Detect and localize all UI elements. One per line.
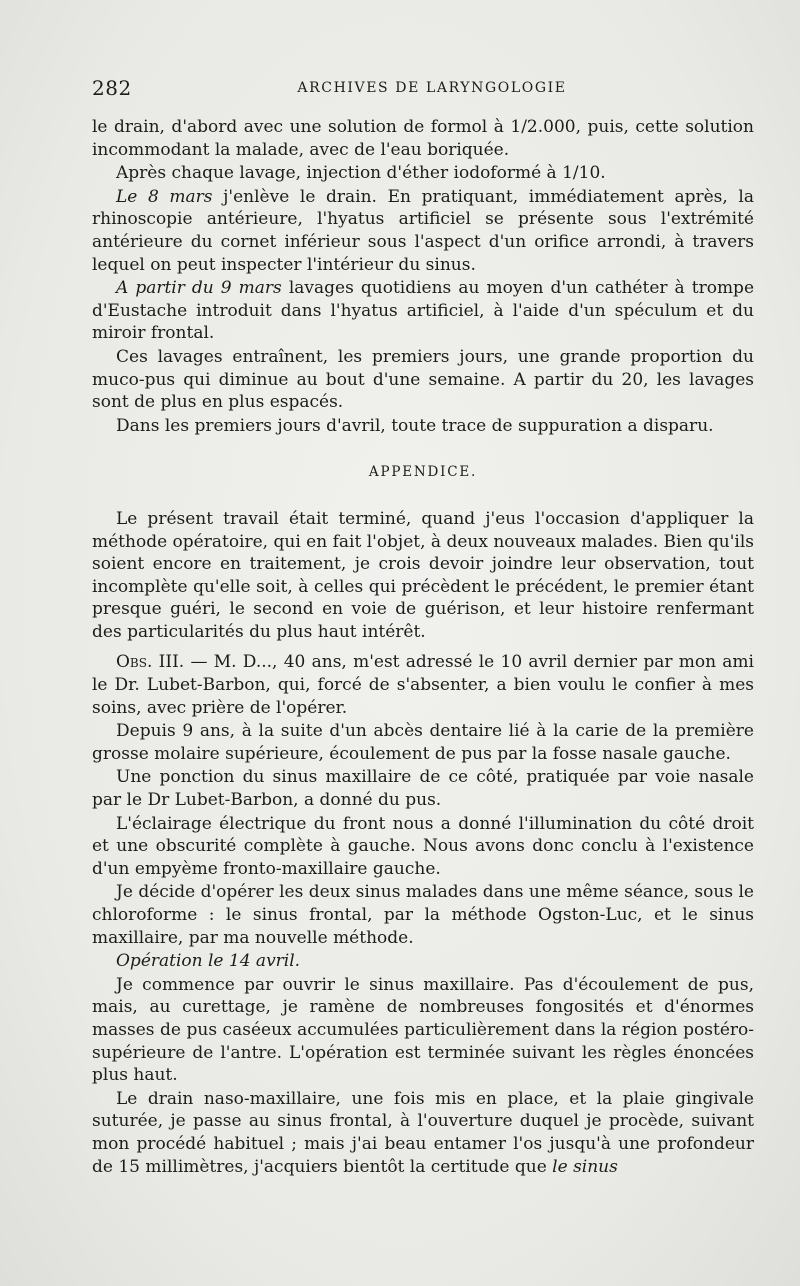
page-header: [92, 74, 732, 104]
paragraph: Le présent travail était terminé, quand j'eus l'occasion d'appliquer la méthode opératoire, qui en fait l'objet, à deux nouveaux malades. Bien qu'ils soient encore en traitement, je crois devoir joindre leur observation, tout incomplète qu'elle soit, à celles qui précèdent le précédent, le premier étant presque guéri, le second en voie de guérison, et leur histoire renfermant des particularités du plus haut intérêt.: [92, 508, 754, 642]
observation-label: Obs. III.: [116, 652, 185, 673]
paragraph: [92, 186, 754, 276]
date-italic: Le 8 mars: [116, 186, 213, 207]
operation-date-italic: Opération le 14 avril.: [116, 951, 301, 972]
paragraph: [92, 950, 754, 973]
appendix-heading: APPENDICE.: [368, 464, 478, 481]
paragraph-text: — M. D..., 40 ans, m'est adressé le 10 avril dernier par mon ami le Dr. Lubet-Barbon, qui, forcé de s'absenter, a bien voulu le confier à mes soins, avec prière de l'opérer.: [92, 652, 754, 718]
paragraph: Dans les premiers jours d'avril, toute trace de suppuration a disparu.: [116, 415, 714, 436]
paragraph: [92, 277, 754, 345]
paragraph: Je commence par ouvrir le sinus maxillaire. Pas d'écoulement de pus, mais, au curettage, je ramène de nombreuses fongosités et d'énormes masses de pus caséeux accumulées particulièrement dans la région postéro-supérieure de l'antre. L'opération est terminée suivant les règles énoncées plus haut.: [92, 974, 754, 1086]
body-text: [92, 116, 754, 1178]
paragraph: Une ponction du sinus maxillaire de ce côté, pratiquée par voie nasale par le Dr Lubet-Barbon, a donné du pus.: [92, 767, 754, 811]
paragraph: Après chaque lavage, injection d'éther iodoformé à 1/10.: [116, 163, 606, 184]
paragraph: Depuis 9 ans, à la suite d'un abcès dentaire lié à la carie de la première grosse molaire supérieure, écoulement de pus par la fosse nasale gauche.: [92, 721, 754, 764]
paragraph-italic: le sinus: [552, 1156, 618, 1177]
paragraph: [92, 1088, 754, 1178]
paragraph-text: j'enlève le drain. En pratiquant, immédiatement après, la rhinoscopie antérieure, l'hyatus artificiel se présente sous l'extrémité antérieure du cornet inférieur sous l'aspect d'un orifice arrondi, à travers lequel on peut inspecter l'intérieur du sinus.: [92, 186, 754, 275]
page-number: 282: [92, 76, 132, 100]
paragraph-text: Le drain naso-maxillaire, une fois mis en place, et la plaie gingivale suturée, je passe au sinus frontal, à l'ouverture duquel je procède, suivant mon procédé habituel ; mais j'ai beau entamer l'os jusqu'à une profondeur de 15 millimètres, j'acquiers bientôt la certitude que: [92, 1088, 754, 1177]
paragraph: L'éclairage électrique du front nous a donné l'illumination du côté droit et une obscurité complète à gauche. Nous avons donc conclu à l'existence d'un empyème fronto-maxillaire gauche.: [92, 813, 754, 879]
paragraph: [92, 651, 754, 719]
paragraph: le drain, d'abord avec une solution de formol à 1/2.000, puis, cette solution incommodant la malade, avec de l'eau boriquée.: [92, 117, 754, 160]
paragraph-text: lavages quotidiens au moyen d'un cathéter à trompe d'Eustache introduit dans l'hyatus artificiel, à l'aide d'un spéculum et du miroir frontal.: [92, 278, 755, 344]
paragraph: Ces lavages entraînent, les premiers jours, une grande proportion du muco-pus qui diminue au bout d'une semaine. A partir du 20, les lavages sont de plus en plus espacés.: [92, 346, 754, 413]
paragraph: Je décide d'opérer les deux sinus malades dans une même séance, sous le chloroforme : le sinus frontal, par la méthode Ogston-Luc, et le sinus maxillaire, par ma nouvelle méthode.: [92, 882, 754, 948]
date-italic: A partir du 9 mars: [116, 278, 282, 299]
running-title: ARCHIVES DE LARYNGOLOGIE: [297, 80, 567, 96]
